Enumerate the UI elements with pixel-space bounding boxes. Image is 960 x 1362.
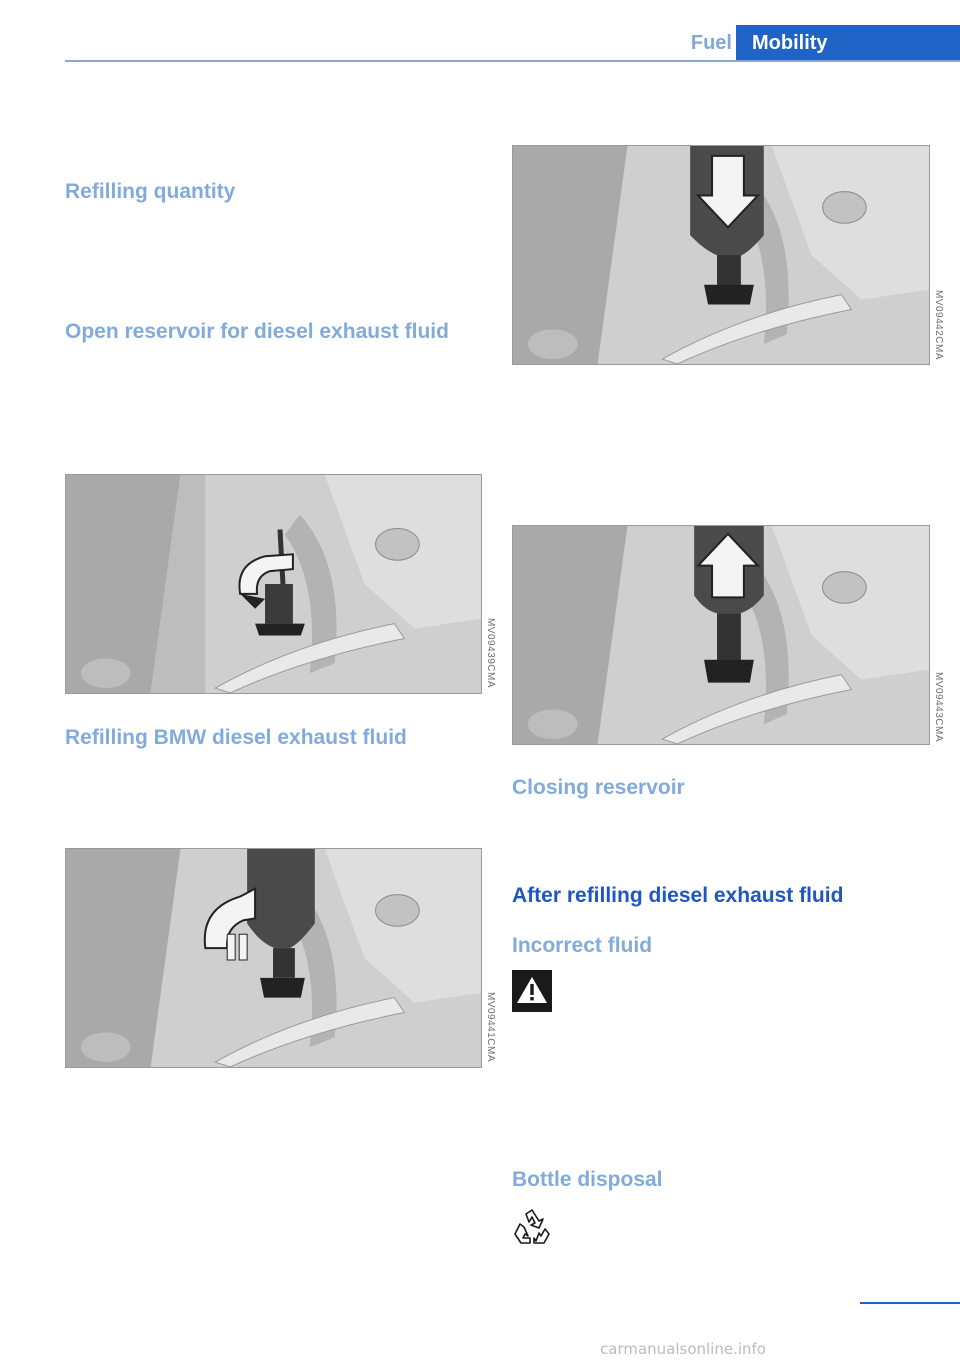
- figure-code-screw-bottle: MV09441CMA: [485, 992, 496, 1063]
- header-divider: [65, 60, 960, 62]
- heading-refilling-quantity: Refilling quantity: [65, 180, 236, 203]
- figure-code-open-cap: MV09439CMA: [485, 618, 496, 689]
- figure-remove-bottle: [512, 525, 930, 745]
- footer-divider: [860, 1302, 960, 1304]
- header-chapter-tab: Mobility: [736, 25, 960, 62]
- heading-refilling-bmw: Refilling BMW diesel exhaust fluid: [65, 726, 407, 749]
- heading-open-reservoir: Open reservoir for diesel exhaust fluid: [65, 320, 449, 343]
- warning-triangle-icon: [512, 970, 552, 1012]
- heading-bottle-disposal: Bottle disposal: [512, 1168, 663, 1191]
- figure-screw-bottle: [65, 848, 482, 1068]
- figure-code-remove-bottle: MV09443CMA: [933, 672, 944, 743]
- header-section-label: Fuel: [690, 32, 732, 54]
- figure-open-cap: [65, 474, 482, 694]
- heading-after-refilling: After refilling diesel exhaust fluid: [512, 884, 844, 907]
- figure-press-bottle: [512, 145, 930, 365]
- figure-code-press-bottle: MV09442CMA: [933, 290, 944, 361]
- heading-incorrect-fluid: Incorrect fluid: [512, 934, 653, 957]
- recycle-icon: [512, 1208, 552, 1248]
- watermark: carmanualsonline.info: [600, 1340, 766, 1358]
- heading-closing-reservoir: Closing reservoir: [512, 776, 685, 799]
